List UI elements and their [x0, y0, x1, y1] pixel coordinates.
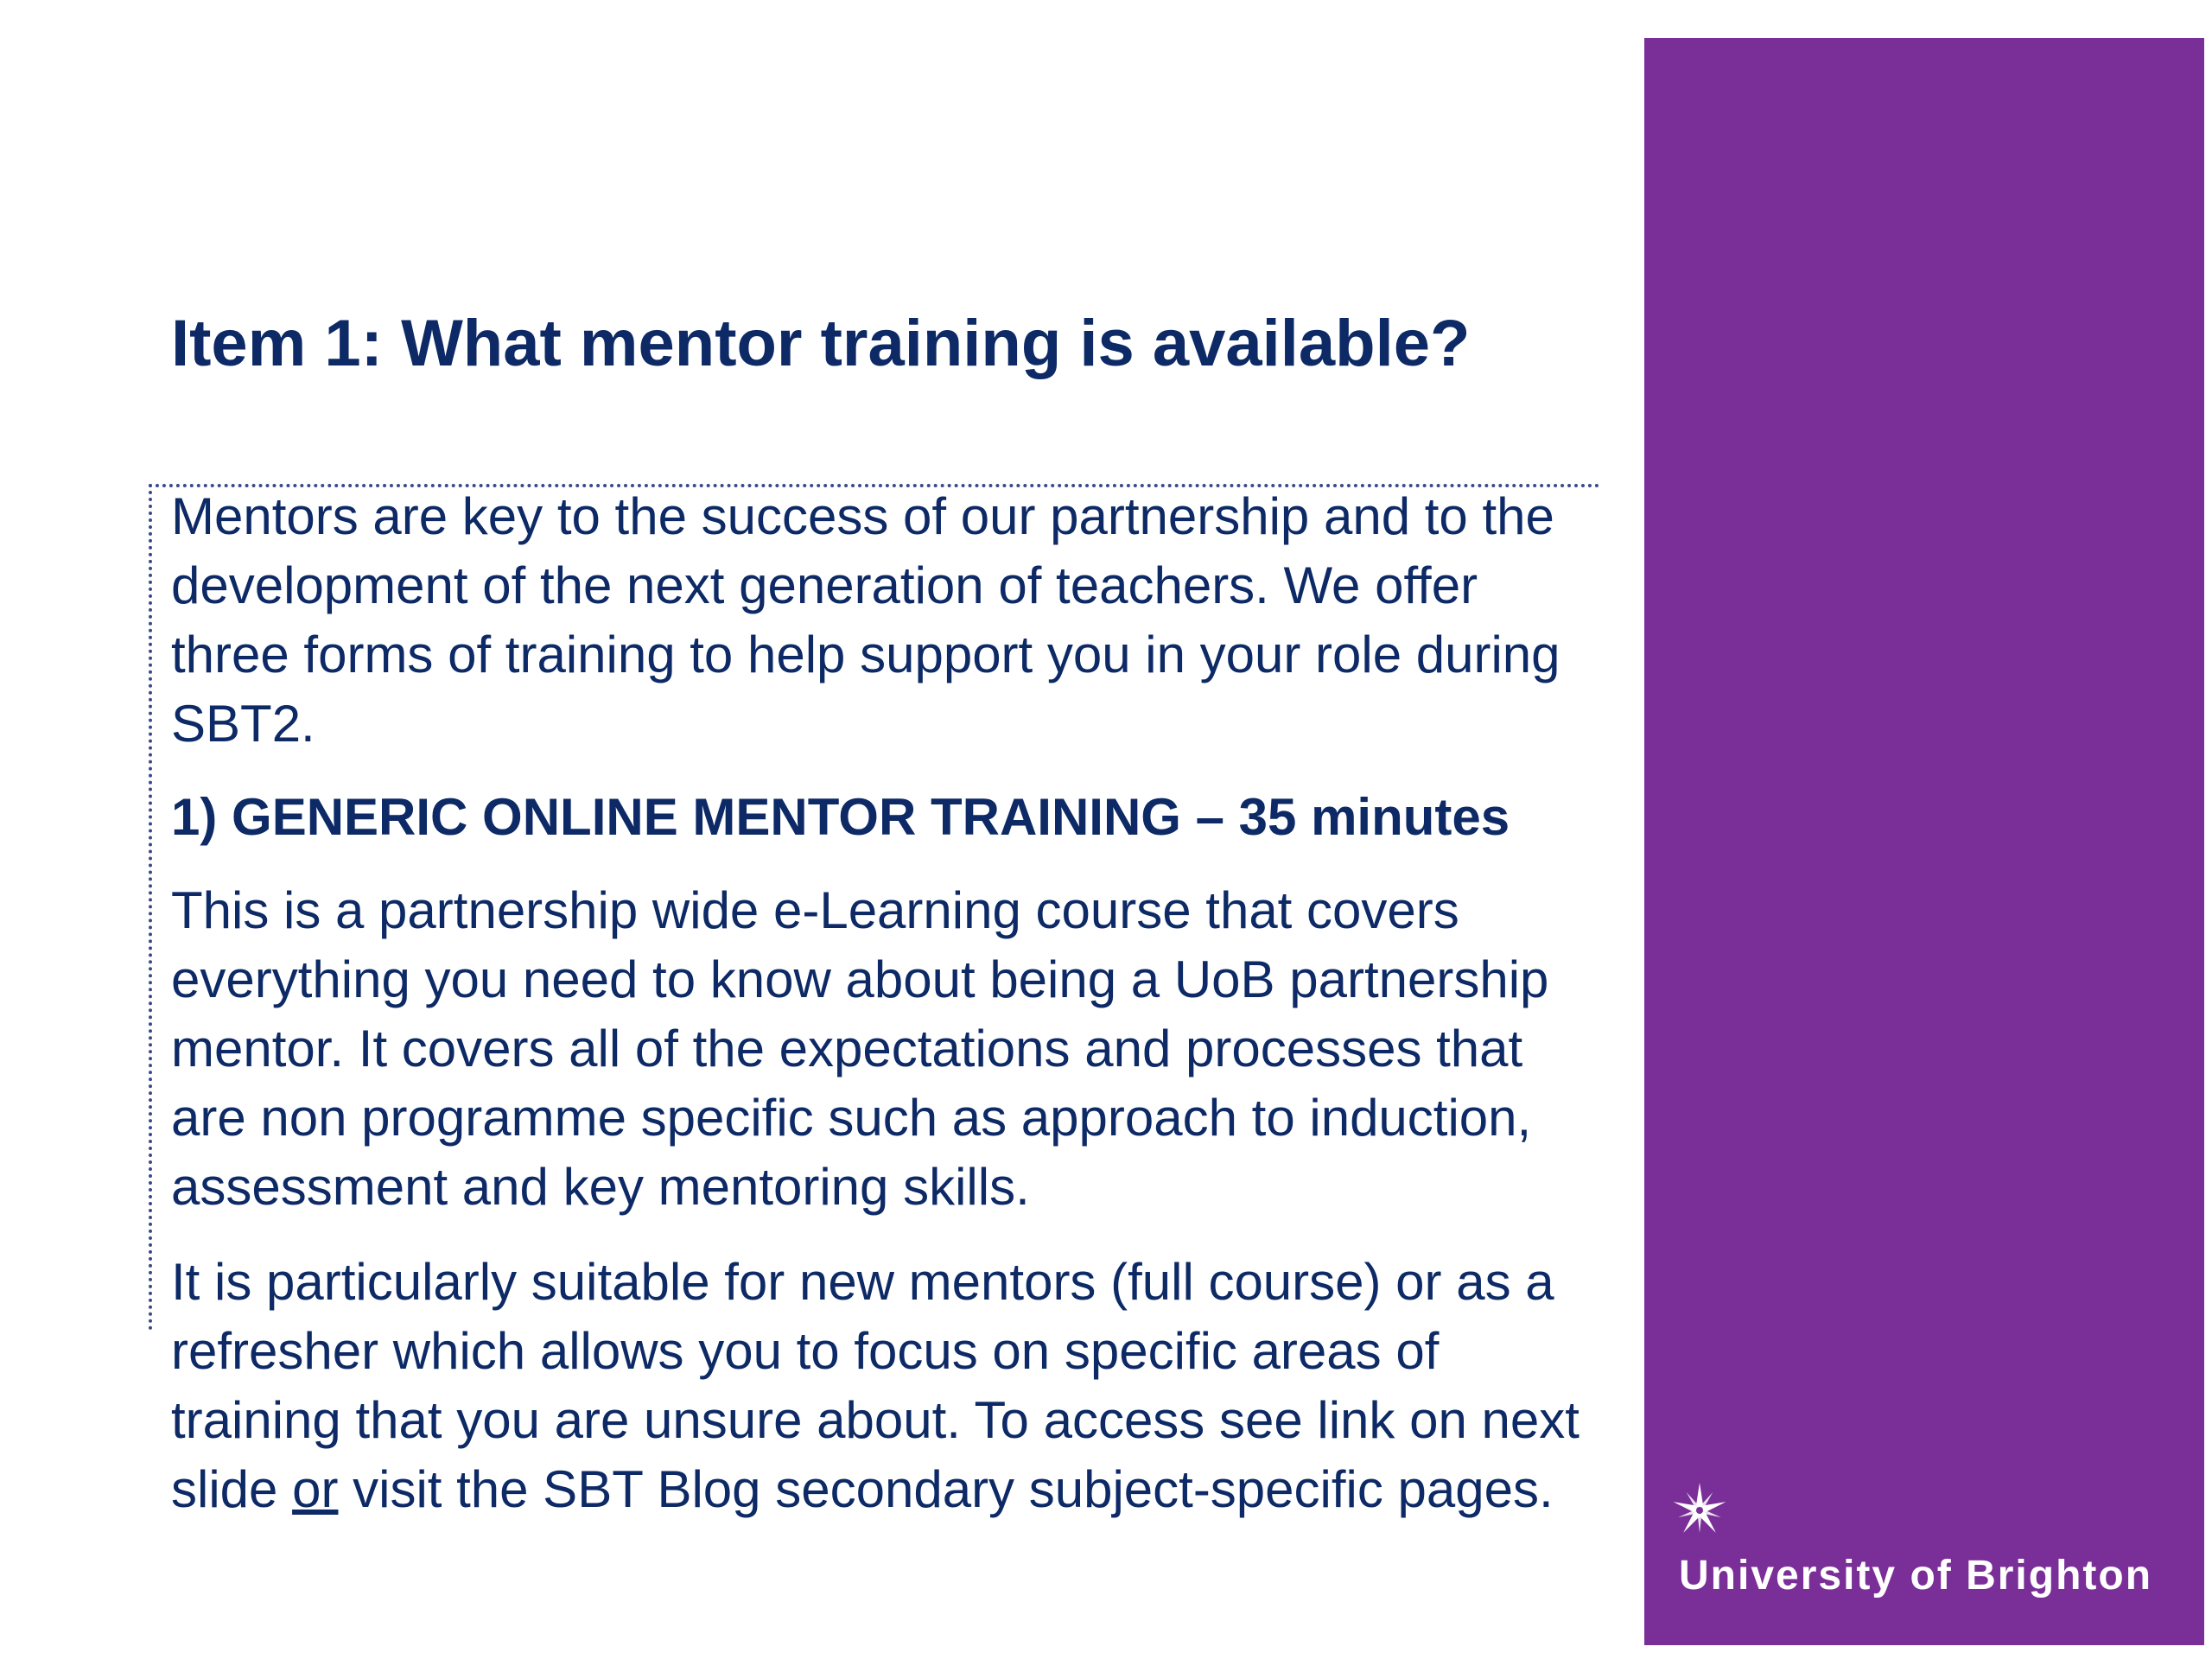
section-heading: 1) GENERIC ONLINE MENTOR TRAINING – 35 minutes — [171, 788, 1510, 846]
suitability-text-start: It is particularly suitable for new mentors (full course) or as a refresher which allows you to focus on specific areas of training that you are unsure about. To access see link on next slide — [171, 1253, 1580, 1518]
star-logo-icon — [1669, 1479, 1731, 1541]
slide-title: Item 1: What mentor training is available? — [171, 307, 1471, 380]
brand-panel — [1644, 38, 2204, 1645]
suitability-paragraph — [171, 1248, 1605, 1524]
logo-text: University of Brighton — [1679, 1553, 2153, 1599]
intro-paragraph: Mentors are key to the success of our partnership and to the development of the next generation of teachers. We offer three forms of training to help support you in your role during SBT2. — [171, 487, 1560, 753]
description-paragraph: This is a partnership wide e-Learning course that covers everything you need to know about being a UoB partnership mentor. It covers all of the expectations and processes that are non programme specific such as approach to induction, assessment and key mentoring skills. — [171, 881, 1549, 1216]
slide-body — [171, 482, 1605, 1524]
underlined-or: or — [292, 1460, 339, 1518]
suitability-text-end: visit the SBT Blog secondary subject-specific pages. — [338, 1460, 1554, 1518]
